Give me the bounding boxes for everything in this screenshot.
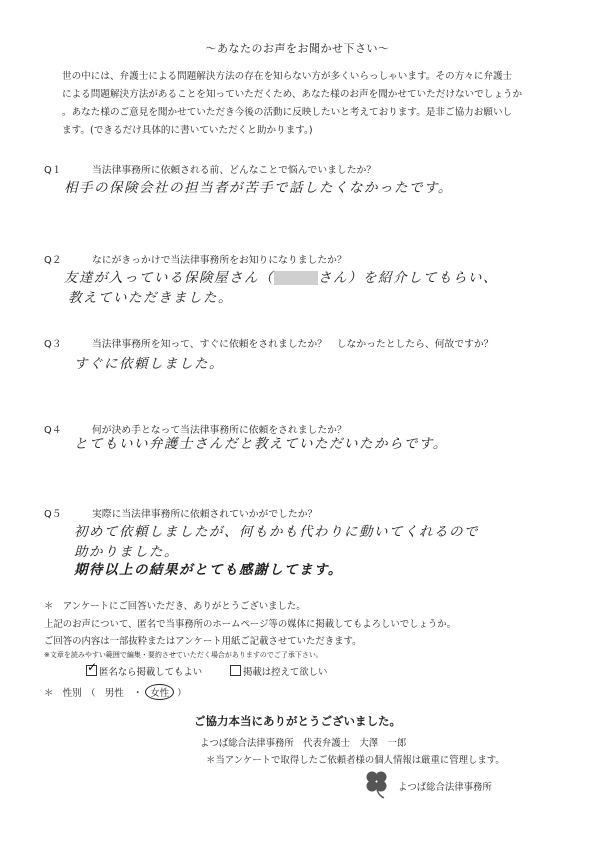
question-number: Q４ — [44, 425, 62, 436]
answer-text: 友達が入っている保険屋さん（ — [64, 270, 274, 286]
answer-2-line-2: 教えていただきました。 — [68, 290, 233, 306]
question-3 — [44, 336, 493, 350]
question-number: Q３ — [44, 339, 62, 350]
question-number: Q５ — [44, 509, 62, 520]
question-5 — [44, 506, 317, 520]
question-text: 当法律事務所を知って、すぐに依頼をされましたか？ しなかったとしたら、何故ですか？ — [92, 339, 494, 350]
answer-2-line-1 — [64, 266, 498, 286]
answer-5-line-1: 初めて依頼しましたが、何もかも代わりに動いてくれるので — [74, 524, 479, 540]
answer-3-line-1: すぐに依頼しました。 — [74, 356, 224, 372]
answer-text: さん）を紹介してもらい、 — [318, 270, 498, 286]
page-title: ～あなたのお声をお聞かせ下さい～ — [205, 42, 390, 55]
intro-text — [62, 68, 562, 140]
gender-label: ＊ 性別 （ 男性 ・ — [44, 688, 143, 699]
checkbox-anonymous[interactable] — [86, 660, 98, 676]
answer-4-line-1: とてもいい弁護士さんだと教えていただいたからです。 — [74, 436, 448, 452]
closing-thanks: ご協力本当にありがとうございました。 — [194, 714, 401, 728]
question-2 — [44, 252, 347, 266]
redaction-block — [274, 271, 318, 285]
option-label: 掲載は控えて欲しい — [243, 667, 328, 678]
intro-line: 。あなた様のご意見を聞かせていただき今後の活動に反映したいと考えております。是非ご協力お願いし — [62, 107, 513, 118]
question-1 — [44, 162, 376, 176]
option-label: 匿名なら掲載してもよい — [99, 667, 203, 678]
footer-excerpt-note: ご回答の内容は一部抜粋またはアンケート用紙ご記載させていただきます。 — [44, 636, 362, 647]
gender-row — [44, 684, 187, 700]
footer-publish-question: 上記のお声について、匿名で当事務所のホームページ等の媒体に掲載してもよろしいでしょうか。 — [44, 619, 456, 630]
question-number: Q１ — [44, 165, 62, 176]
question-number: Q２ — [44, 255, 62, 266]
office-representative: よつば総合法律事務所 代表弁護士 大澤 一郎 — [200, 738, 407, 749]
checkbox-decline[interactable] — [230, 665, 241, 676]
question-text: 実際に当法律事務所に依頼されていかがでしたか？ — [92, 509, 318, 520]
footer-thanks-note: ＊ アンケートにご回答いただき、ありがとうございました。 — [44, 601, 306, 612]
privacy-note: ＊当アンケートで取得したご依頼者様の個人情報は厳重に管理します。 — [206, 755, 505, 766]
answer-5-line-2: 助かりました。 — [74, 544, 179, 560]
office-logo-text: よつば総合法律事務所 — [398, 782, 492, 793]
publish-option-anonymous[interactable] — [86, 660, 203, 678]
gender-close: ） — [177, 688, 187, 699]
question-text: 当法律事務所に依頼される前、どんなことで悩んでいましたか？ — [92, 165, 377, 176]
question-text: 何が決め手となって当法律事務所に依頼をされましたか？ — [92, 425, 347, 436]
publish-option-decline[interactable] — [230, 664, 327, 678]
intro-line: 世の中には、弁護士による問題解決方法の存在を知らない方が多くいらっしゃいます。その方々に弁護士 — [62, 71, 513, 82]
check-mark-icon: ✓ — [87, 660, 98, 674]
answer-1-line-1: 相手の保険会社の担当者が苦手で話したくなかったです。 — [64, 180, 453, 196]
answer-5-line-3: 期待以上の結果がとても感謝してます。 — [74, 562, 343, 578]
question-text: なにがきっかけで当法律事務所をお知りになりましたか？ — [92, 255, 347, 266]
intro-line: による問題解決方法があることを知っていただくため、あなた様のお声を聞かせていただけないでしょうか — [62, 89, 523, 100]
clover-logo-icon — [360, 767, 394, 801]
gender-female-circled[interactable]: 女性 — [145, 684, 174, 700]
intro-line: ます。(できるだけ具体的に書いていただくと助かります。) — [62, 125, 313, 136]
footer-edit-note: ※文章を読みやすい範囲で編集・要約させていただく場合がありますのでご了承下さい。 — [44, 651, 323, 659]
